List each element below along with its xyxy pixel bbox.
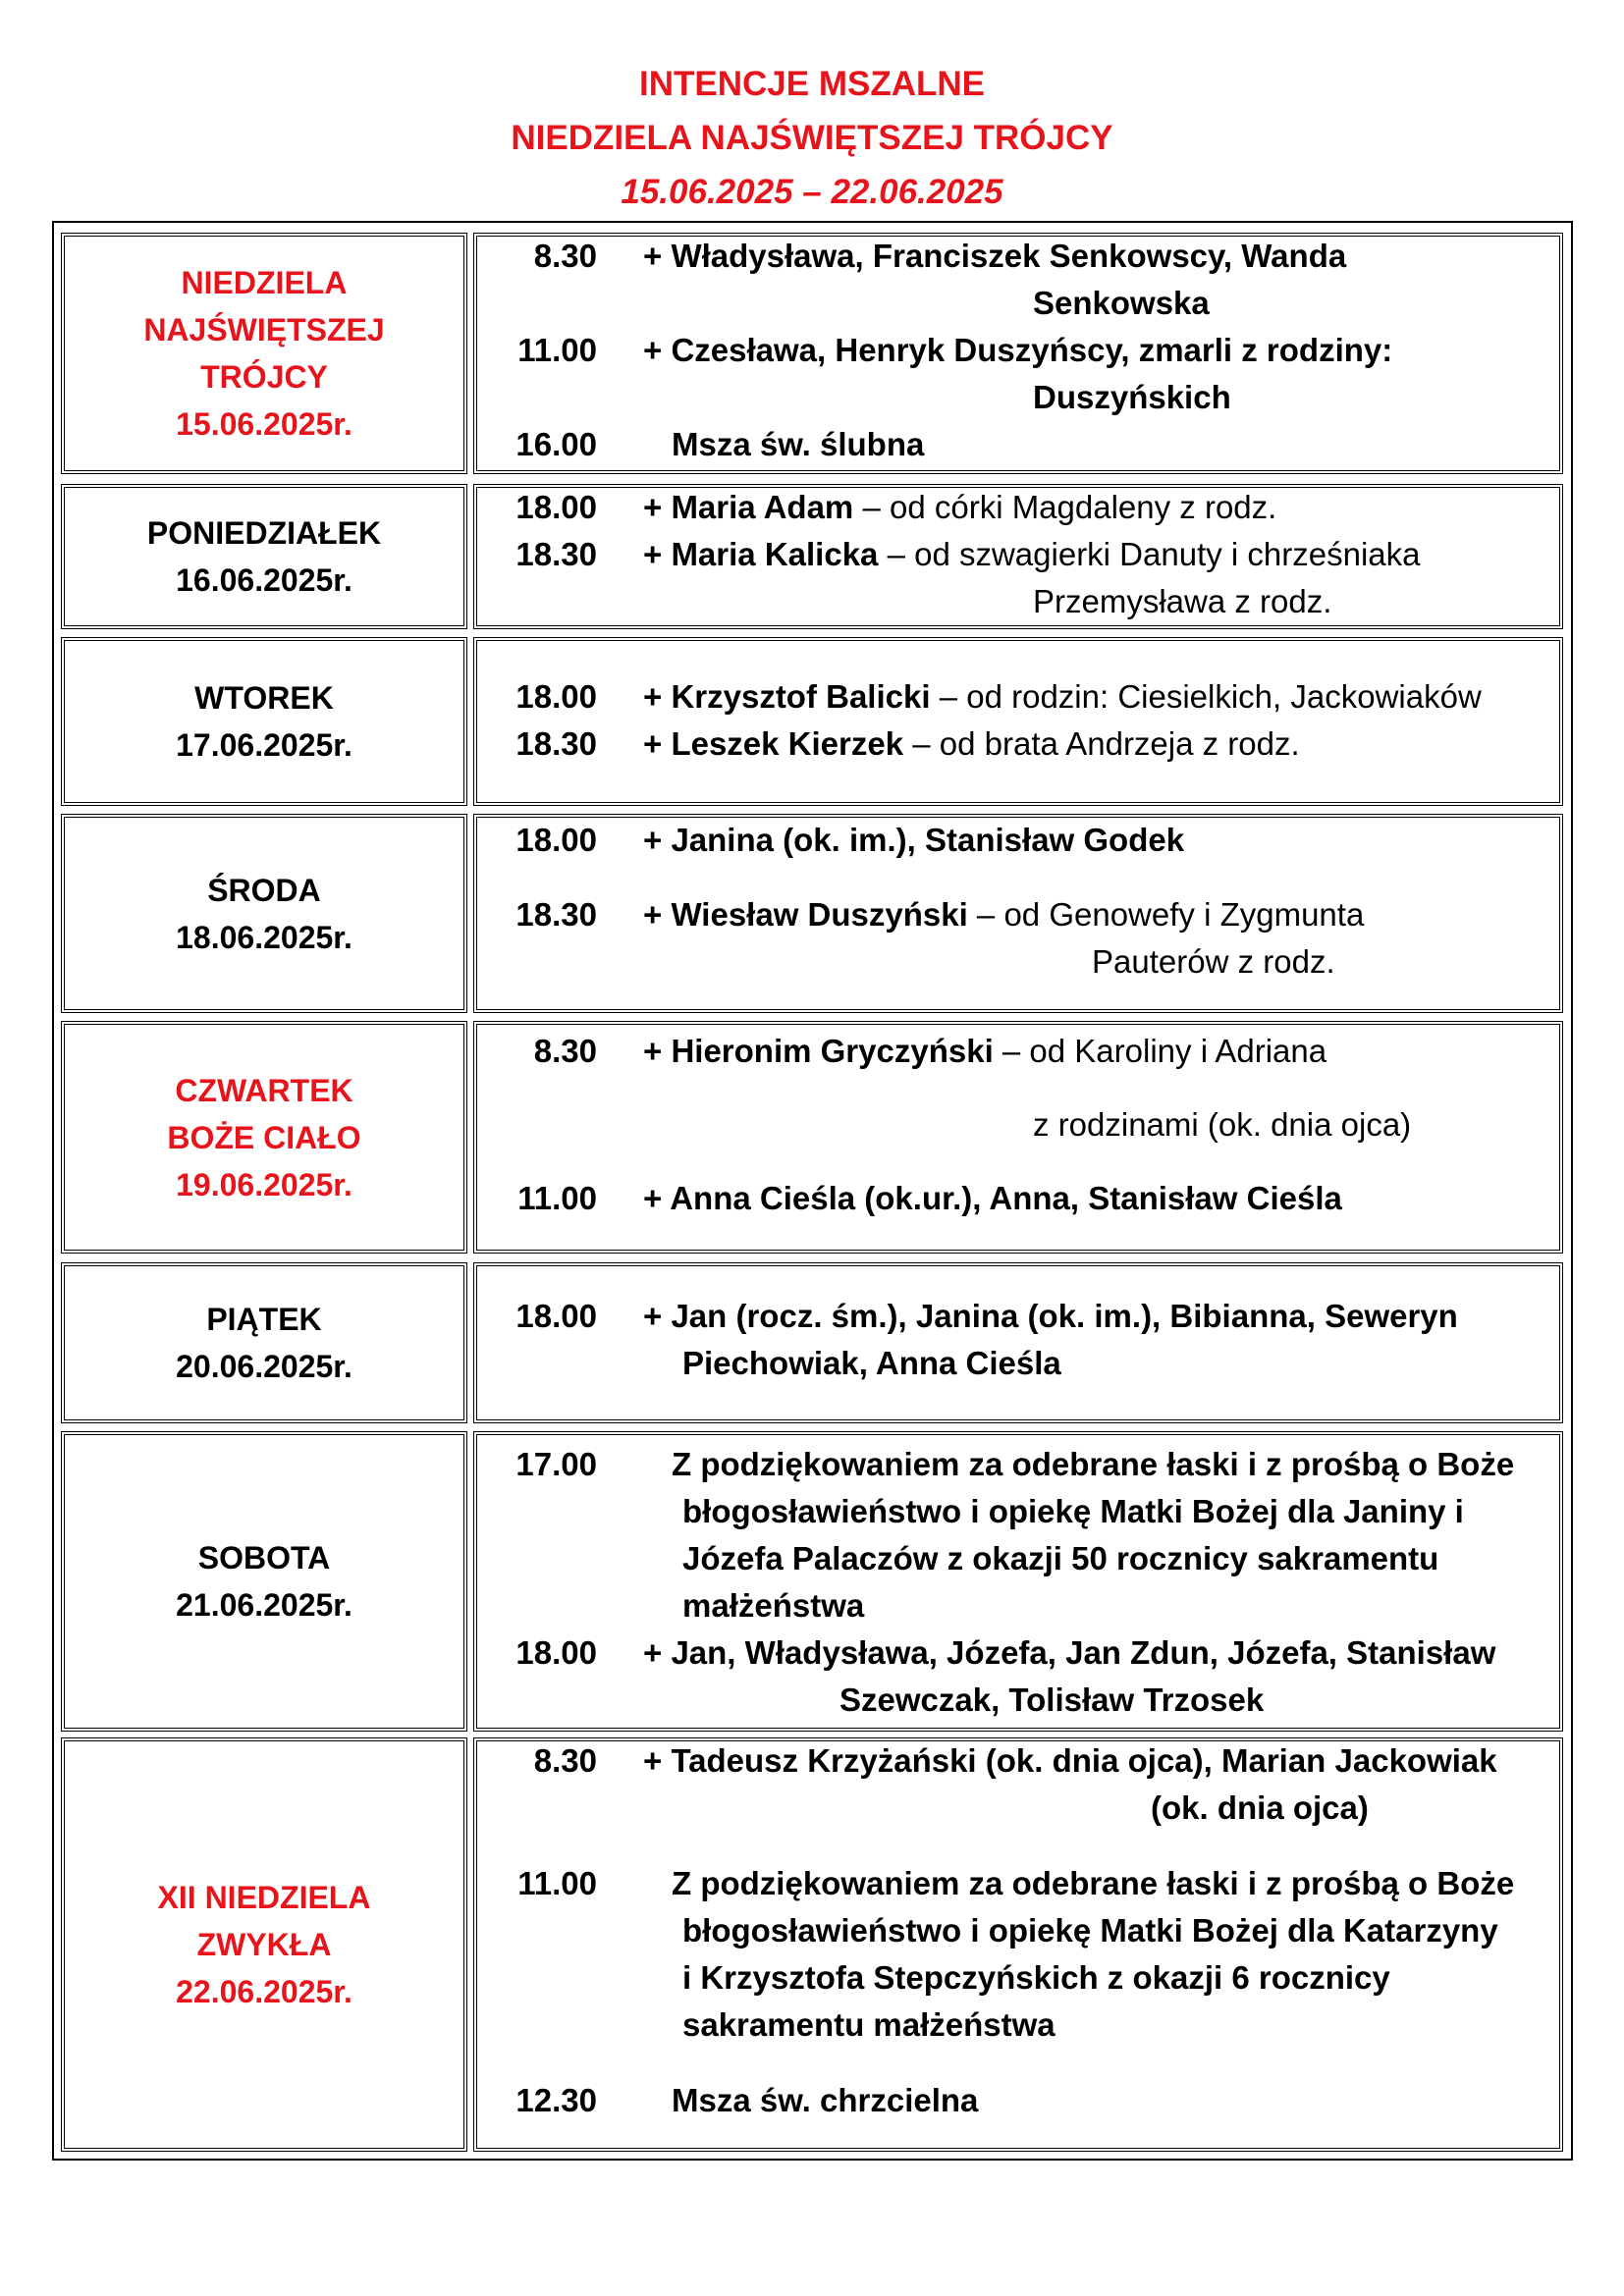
intention-normal: – od szwagierki Danuty i chrześniaka: [878, 536, 1421, 572]
day-label-line: 19.06.2025r.: [176, 1166, 352, 1202]
intention-bold: Z podziękowaniem za odebrane łaski i z prośbą o Boże: [672, 1865, 1515, 1901]
mass-time: 18.30: [515, 725, 597, 762]
intention-bold: sakramentu małżeństwa: [682, 2006, 1056, 2043]
title-line-1: INTENCJE MSZALNE: [639, 65, 985, 103]
intention-bold: + Jan, Władysława, Józefa, Jan Zdun, Józefa, Stanisław: [643, 1634, 1496, 1671]
mass-time: 16.00: [515, 426, 597, 462]
intention-text: [682, 2008, 1056, 2041]
intention-bold: + Jan (rocz. śm.), Janina (ok. im.), Bibianna, Seweryn: [643, 1298, 1458, 1334]
day-label-line: ŚRODA: [207, 872, 321, 908]
intentions-cell: [473, 1262, 1563, 1423]
mass-time: 11.00: [517, 1180, 597, 1216]
intention-text: [643, 1300, 1458, 1332]
intention-bold: + Tadeusz Krzyżański (ok. dnia ojca), Marian Jackowiak: [643, 1742, 1497, 1779]
mass-time: 8.30: [533, 238, 597, 274]
mass-time: 18.00: [515, 822, 597, 858]
intention-bold: Msza św. ślubna: [672, 426, 925, 462]
intention-text: [643, 824, 1184, 856]
intention-text: [643, 491, 1276, 523]
mass-time: 18.00: [515, 1298, 597, 1334]
intention-normal: – od córki Magdaleny z rodz.: [853, 489, 1277, 525]
intention-bold: (ok. dnia ojca): [1151, 1789, 1369, 1826]
intention-normal: – od brata Andrzeja z rodz.: [903, 725, 1300, 762]
intentions-cell: [473, 637, 1563, 806]
intention-text: [643, 1636, 1495, 1669]
intention-bold: + Władysława, Franciszek Senkowscy, Wanda: [643, 238, 1347, 274]
intention-text: [672, 1448, 1514, 1480]
mass-time: 17.00: [515, 1446, 597, 1482]
intention-normal: – od rodzin: Ciesielkich, Jackowiaków: [930, 678, 1482, 715]
intention-bold: i Krzysztofa Stepczyńskich z okazji 6 rocznicy: [682, 1959, 1390, 1996]
intention-bold: + Hieronim Gryczyński: [643, 1033, 994, 1069]
intention-bold: Msza św. chrzcielna: [672, 2082, 979, 2118]
intention-bold: + Maria Adam: [643, 489, 854, 525]
intention-text: [839, 1683, 1264, 1716]
day-label-line: NAJŚWIĘTSZEJ: [143, 312, 385, 347]
intention-normal: Pauterów z rodz.: [1092, 943, 1335, 980]
day-label-line: XII NIEDZIELA: [157, 1880, 371, 1915]
intention-text: [1033, 585, 1331, 617]
intention-bold: Duszyńskich: [1033, 379, 1231, 415]
mass-time: 18.00: [515, 489, 597, 525]
day-cell: [61, 1262, 467, 1423]
day-cell: [61, 637, 467, 806]
intention-text: [682, 1961, 1390, 1994]
mass-time: 8.30: [533, 1742, 597, 1779]
intention-bold: + Anna Cieśla (ok.ur.), Anna, Stanisław Cieśla: [643, 1180, 1342, 1216]
intention-text: [1092, 945, 1335, 978]
intention-text: [1033, 287, 1210, 319]
intention-text: [1033, 1108, 1411, 1141]
title-line-2: NIEDZIELA NAJŚWIĘTSZEJ TRÓJCY: [511, 119, 1113, 157]
day-label-line: 22.06.2025r.: [176, 1974, 352, 2009]
day-label-line: BOŻE CIAŁO: [167, 1119, 361, 1155]
day-label-line: 18.06.2025r.: [176, 919, 352, 955]
day-label-line: 16.06.2025r.: [176, 562, 352, 598]
intention-bold: małżeństwa: [682, 1587, 865, 1624]
intention-bold: Józefa Palaczów z okazji 50 rocznicy sakramentu: [682, 1540, 1439, 1576]
mass-time: 8.30: [533, 1033, 597, 1069]
intention-normal: z rodzinami (ok. dnia ojca): [1033, 1106, 1412, 1143]
intention-text: [643, 334, 1392, 366]
intention-bold: + Czesława, Henryk Duszyńscy, zmarli z rodziny:: [643, 332, 1393, 368]
intention-text: [682, 1542, 1438, 1575]
mass-time: 11.00: [517, 332, 597, 368]
intention-text: [682, 1589, 864, 1622]
intention-text: [672, 428, 924, 460]
intention-bold: Piechowiak, Anna Cieśla: [682, 1345, 1061, 1381]
intention-normal: – od Karoliny i Adriana: [993, 1033, 1327, 1069]
intention-bold: + Wiesław Duszyński: [643, 896, 968, 933]
intention-text: [643, 727, 1300, 760]
intention-text: [643, 1744, 1497, 1777]
intention-text: [682, 1347, 1061, 1379]
intention-text: [672, 1867, 1514, 1899]
intention-text: [643, 1035, 1326, 1067]
intention-text: [643, 538, 1421, 570]
intention-normal: Przemysława z rodz.: [1033, 583, 1332, 619]
day-label-line: PONIEDZIAŁEK: [146, 515, 382, 551]
intention-text: [1033, 381, 1231, 413]
intention-bold: Z podziękowaniem za odebrane łaski i z prośbą o Boże: [672, 1446, 1515, 1482]
intention-text: [643, 1182, 1342, 1214]
day-label-line: 21.06.2025r.: [176, 1587, 352, 1623]
day-label-line: ZWYKŁA: [196, 1927, 332, 1962]
day-label-line: PIĄTEK: [206, 1302, 322, 1337]
intention-bold: błogosławieństwo i opiekę Matki Bożej dla Katarzyny: [682, 1912, 1498, 1949]
intention-text: [1151, 1791, 1369, 1824]
intention-bold: + Krzysztof Balicki: [643, 678, 931, 715]
intention-text: [682, 1914, 1498, 1947]
day-label-line: 17.06.2025r.: [176, 727, 352, 763]
day-label-line: WTOREK: [194, 680, 334, 716]
day-label-line: 15.06.2025r.: [176, 406, 352, 442]
day-label-line: 20.06.2025r.: [176, 1349, 352, 1384]
day-label-line: CZWARTEK: [175, 1072, 353, 1108]
mass-time: 18.30: [515, 536, 597, 572]
intention-bold: + Janina (ok. im.), Stanisław Godek: [643, 822, 1185, 858]
intention-bold: błogosławieństwo i opiekę Matki Bożej dla Janiny i: [682, 1493, 1464, 1529]
intention-bold: + Maria Kalicka: [643, 536, 879, 572]
day-label-line: SOBOTA: [197, 1540, 331, 1575]
intention-bold: Szewczak, Tolisław Trzosek: [839, 1682, 1265, 1718]
intention-text: [643, 240, 1346, 272]
mass-time: 18.00: [515, 678, 597, 715]
mass-time: 18.30: [515, 896, 597, 933]
intention-text: [643, 898, 1364, 931]
intention-normal: – od Genowefy i Zygmunta: [967, 896, 1365, 933]
intention-bold: Senkowska: [1033, 285, 1210, 321]
mass-time: 18.00: [515, 1634, 597, 1671]
mass-time: 12.30: [515, 2082, 597, 2118]
intention-text: [672, 2084, 978, 2116]
intention-text: [643, 680, 1482, 713]
intention-bold: + Leszek Kierzek: [643, 725, 904, 762]
intention-text: [682, 1495, 1464, 1527]
mass-time: 11.00: [517, 1865, 597, 1901]
day-label: [176, 1534, 352, 1629]
title-dates: 15.06.2025 – 22.06.2025: [621, 173, 1003, 211]
day-label-line: TRÓJCY: [200, 359, 328, 395]
day-label-line: NIEDZIELA: [181, 265, 348, 300]
